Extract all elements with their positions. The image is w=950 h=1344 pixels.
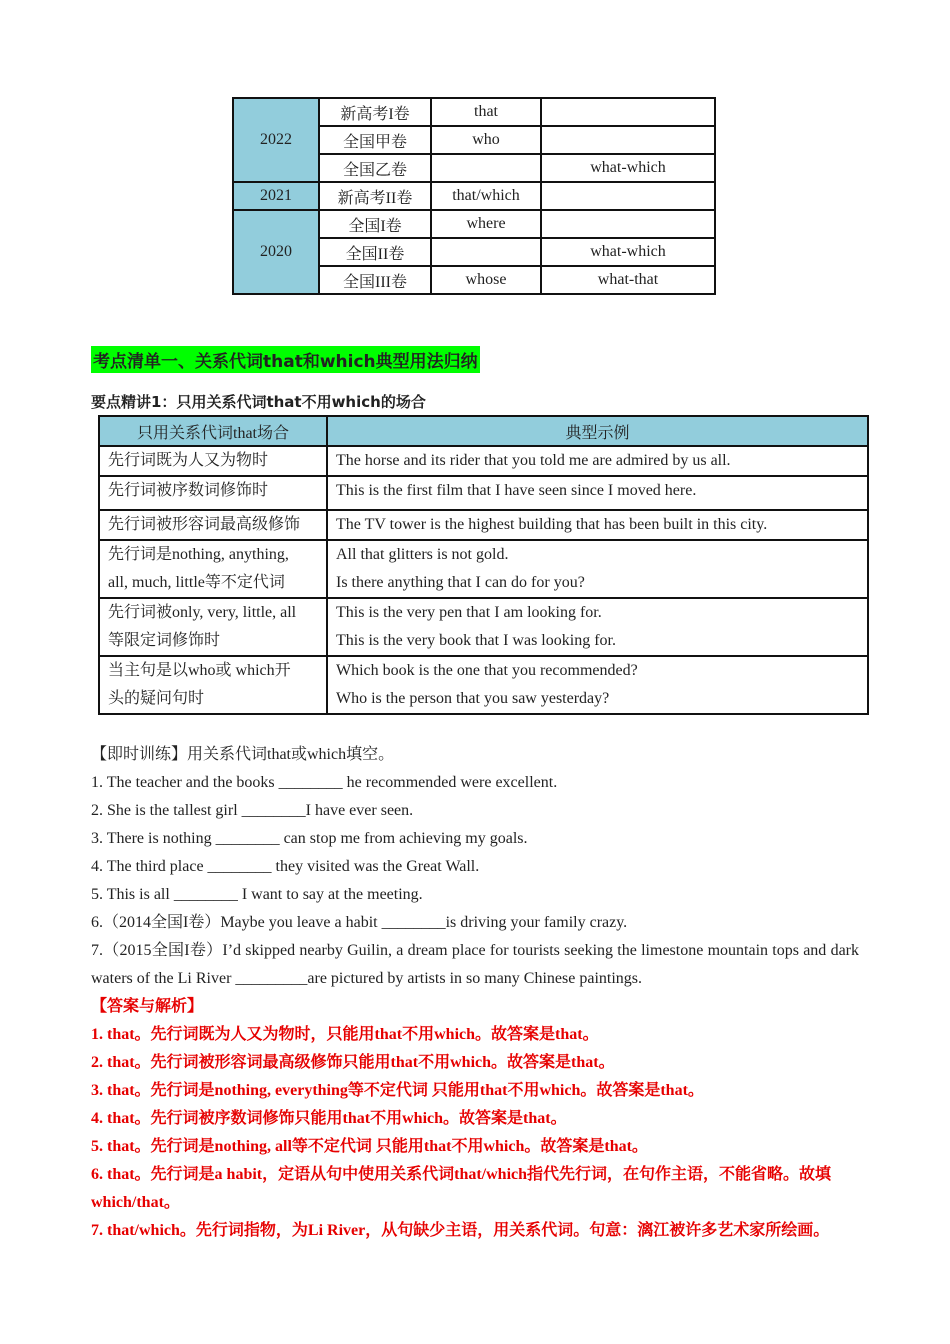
year-cell: 2022 [233, 98, 319, 182]
paper-cell: 全国甲卷 [319, 126, 431, 154]
word-cell [431, 238, 541, 266]
word-cell: that/which [431, 182, 541, 210]
sub-heading: 要点精讲1：只用关系代词that不用which的场合 [91, 393, 426, 411]
analysis-cell: what-that [541, 266, 715, 294]
example-cell: Is there anything that I can do for you? [336, 574, 585, 591]
table-row [99, 476, 868, 510]
case-cell: 先行词被形容词最高级修饰 [108, 516, 301, 533]
answer-item: 1. that。先行词既为人又为物时，只能用that不用which。故答案是that。 [91, 1026, 599, 1043]
exercise-item: 3. There is nothing ________ can stop me from achieving my goals. [91, 830, 528, 847]
table-row [99, 598, 868, 656]
exercise-item: 1. The teacher and the books ________ he recommended were excellent. [91, 774, 558, 791]
analysis-cell [541, 210, 715, 238]
year-cell: 2021 [233, 182, 319, 210]
example-cell: Which book is the one that you recommended? [336, 662, 638, 679]
word-cell: whose [431, 266, 541, 294]
case-cell: 先行词被only, very, little, all [108, 604, 297, 621]
case-cell: 等限定词修饰时 [108, 632, 221, 649]
table-row [99, 656, 868, 714]
paper-cell: 新高考I卷 [319, 98, 431, 126]
analysis-cell: what-which [541, 154, 715, 182]
table-row [99, 540, 868, 598]
exercise-item: 5. This is all ________ I want to say at the meeting. [91, 886, 423, 903]
exercise-item: 7.（2015全国I卷）I’d skipped nearby Guilin, a dream place for tourists seeking the limestone mountain tops and dark waters of the Li River _________are pictured by artists in so many Chinese paintings. [91, 942, 859, 987]
answer-item: 4. that。先行词被序数词修饰只能用that不用which。故答案是that。 [91, 1110, 567, 1127]
exercise-item: 4. The third place ________ they visited was the Great Wall. [91, 858, 480, 875]
paper-cell: 新高考II卷 [319, 182, 431, 210]
example-cell: This is the first film that I have seen since I moved here. [336, 482, 697, 499]
year-cell: 2020 [233, 210, 319, 294]
exercise-item: 6.（2014全国I卷）Maybe you leave a habit ________is driving your family crazy. [91, 914, 628, 931]
answer-item: 5. that。先行词是nothing, all等不定代词 只能用that不用which。故答案是that。 [91, 1138, 648, 1155]
word-cell: where [431, 210, 541, 238]
word-cell: who [431, 126, 541, 154]
table-row [99, 446, 868, 476]
analysis-cell [541, 126, 715, 154]
paper-cell: 全国III卷 [319, 266, 431, 294]
example-cell: This is the very pen that I am looking for. [336, 604, 602, 621]
example-cell: The horse and its rider that you told me are admired by us all. [336, 452, 731, 469]
example-cell: This is the very book that I was looking for. [336, 632, 616, 649]
table-header-row [99, 416, 868, 446]
paper-cell: 全国I卷 [319, 210, 431, 238]
column-header: 典型示例 [327, 416, 868, 446]
case-cell: 先行词既为人又为物时 [108, 452, 269, 469]
example-cell: Who is the person that you saw yesterday? [336, 690, 610, 707]
table-row [233, 182, 715, 210]
analysis-cell: what-which [541, 238, 715, 266]
case-cell: 头的疑问句时 [108, 690, 205, 707]
exercise-title: 【即时训练】用关系代词that或which填空。 [91, 746, 395, 763]
example-cell: All that glitters is not gold. [336, 546, 509, 563]
case-cell: 先行词是nothing, anything, [108, 546, 289, 563]
case-cell: 当主句是以who或 which开 [108, 662, 291, 679]
column-header: 只用关系代词that场合 [99, 416, 327, 446]
example-cell: The TV tower is the highest building that has been built in this city. [336, 516, 768, 533]
answers-title: 【答案与解析】 [91, 998, 204, 1015]
exercise-item: 2. She is the tallest girl ________I have ever seen. [91, 802, 414, 819]
word-cell: that [431, 98, 541, 126]
paper-cell: 全国II卷 [319, 238, 431, 266]
usage-table [98, 415, 869, 715]
word-cell [431, 154, 541, 182]
section-heading: 考点清单一、关系代词that和which典型用法归纳 [91, 346, 480, 373]
answer-item: 7. that/which。先行词指物，为Li River，从句缺少主语，用关系代词。句意：漓江被许多艺术家所绘画。 [91, 1222, 830, 1239]
answer-item: 2. that。先行词被形容词最高级修饰只能用that不用which。故答案是that。 [91, 1054, 615, 1071]
case-cell: 先行词被序数词修饰时 [108, 482, 269, 499]
analysis-cell [541, 182, 715, 210]
table-row [233, 210, 715, 238]
table-row [99, 510, 868, 540]
answer-item: 3. that。先行词是nothing, everything等不定代词 只能用that不用which。故答案是that。 [91, 1082, 704, 1099]
exam-table [232, 97, 716, 295]
analysis-cell [541, 98, 715, 126]
case-cell: all, much, little等不定代词 [108, 574, 285, 591]
table-row [233, 98, 715, 126]
answer-item: 6. that。先行词是a habit，定语从句中使用关系代词that/which指代先行词，在句作主语，不能省略。故填which/that。 [91, 1166, 832, 1211]
paper-cell: 全国乙卷 [319, 154, 431, 182]
